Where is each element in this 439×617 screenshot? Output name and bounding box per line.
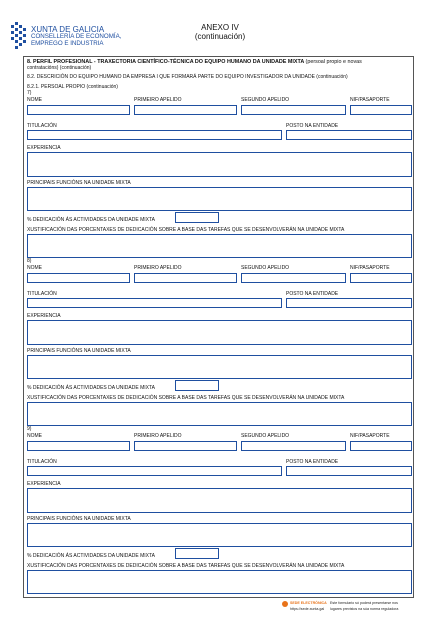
posto-field[interactable] bbox=[286, 298, 412, 308]
label-titulacion: TITULACIÓN bbox=[27, 459, 57, 465]
label-xustificacion: XUSTIFICACIÓN DAS PORCENTAXES DE DEDICACIÓN SOBRE A BASE DAS TAREFAS QUE SE DESENVOLVERÁN NA UNIDADE MIXTA bbox=[27, 563, 345, 569]
section-title: 8. PERFIL PROFESIONAL - TRAXECTORIA CIENTÍFICO-TÉCNICA DO EQUIPO HUMANO DA UNIDADE MIXTA bbox=[27, 59, 305, 65]
xustificacion-field[interactable] bbox=[27, 570, 412, 594]
section-title-suffix: (persoal propio e novas bbox=[305, 59, 362, 65]
primeiro-apelido-field[interactable] bbox=[134, 273, 237, 283]
subsection-title: 8.2.1. PERSOAL PROPIO (continuación) bbox=[27, 84, 118, 90]
nif-field[interactable] bbox=[350, 105, 412, 115]
org-line-1: XUNTA DE GALICIA bbox=[31, 25, 105, 34]
nome-field[interactable] bbox=[27, 105, 130, 115]
label-funcions: PRINCIPAIS FUNCIÓNS NA UNIDADE MIXTA bbox=[27, 516, 131, 522]
footer-brand: SEDE ELECTRÓNICA bbox=[290, 601, 327, 605]
label-segundo-apelido: SEGUNDO APELIDO bbox=[241, 97, 290, 103]
label-primeiro-apelido: PRIMEIRO APELIDO bbox=[134, 433, 182, 439]
experiencia-field[interactable] bbox=[27, 152, 412, 177]
funcions-field[interactable] bbox=[27, 187, 412, 211]
annex-heading bbox=[180, 23, 260, 41]
titulacion-field[interactable] bbox=[27, 466, 282, 476]
section-subtitle: 8.2. DESCRICIÓN DO EQUIPO HUMANO DA EMPRESA I QUE FORMARÁ PARTE DO EQUIPO INVESTIGADOR DA UNIDADE (continuación) bbox=[27, 74, 348, 80]
label-funcions: PRINCIPAIS FUNCIÓNS NA UNIDADE MIXTA bbox=[27, 348, 131, 354]
annex-title: ANEXO IV bbox=[201, 23, 239, 32]
person-block bbox=[0, 426, 439, 596]
label-experiencia: EXPERIENCIA bbox=[27, 145, 61, 151]
nome-field[interactable] bbox=[27, 441, 130, 451]
xustificacion-field[interactable] bbox=[27, 402, 412, 426]
section-title-line2: contratacións) (continuación) bbox=[27, 65, 92, 71]
label-titulacion: TITULACIÓN bbox=[27, 291, 57, 297]
label-experiencia: EXPERIENCIA bbox=[27, 481, 61, 487]
label-titulacion: TITULACIÓN bbox=[27, 123, 57, 129]
primeiro-apelido-field[interactable] bbox=[134, 105, 237, 115]
label-experiencia: EXPERIENCIA bbox=[27, 313, 61, 319]
label-funcions: PRINCIPAIS FUNCIÓNS NA UNIDADE MIXTA bbox=[27, 180, 131, 186]
label-segundo-apelido: SEGUNDO APELIDO bbox=[241, 265, 290, 271]
posto-field[interactable] bbox=[286, 466, 412, 476]
org-name bbox=[31, 25, 121, 47]
titulacion-field[interactable] bbox=[27, 298, 282, 308]
person-number: 8) bbox=[27, 258, 32, 264]
nif-field[interactable] bbox=[350, 273, 412, 283]
footer-text-1: Este formulario só poderá presentarse nos bbox=[330, 601, 398, 605]
footer-text-2: lugares previstos na súa norma reguladora bbox=[330, 607, 399, 611]
dedicacion-field[interactable] bbox=[175, 548, 219, 559]
label-nif: NIF/PASAPORTE bbox=[350, 433, 390, 439]
org-line-3: EMPREGO E INDUSTRIA bbox=[31, 39, 104, 47]
xustificacion-field[interactable] bbox=[27, 234, 412, 258]
nif-field[interactable] bbox=[350, 441, 412, 451]
label-primeiro-apelido: PRIMEIRO APELIDO bbox=[134, 97, 182, 103]
label-primeiro-apelido: PRIMEIRO APELIDO bbox=[134, 265, 182, 271]
xunta-cross-logo-icon bbox=[10, 22, 28, 50]
person-block bbox=[0, 90, 439, 260]
funcions-field[interactable] bbox=[27, 355, 412, 379]
primeiro-apelido-field[interactable] bbox=[134, 441, 237, 451]
annex-subtitle: (continuación) bbox=[194, 32, 246, 41]
label-nome: NOME bbox=[27, 265, 42, 271]
label-posto: POSTO NA ENTIDADE bbox=[286, 123, 339, 129]
segundo-apelido-field[interactable] bbox=[241, 105, 346, 115]
segundo-apelido-field[interactable] bbox=[241, 273, 346, 283]
nome-field[interactable] bbox=[27, 273, 130, 283]
label-xustificacion: XUSTIFICACIÓN DAS PORCENTAXES DE DEDICACIÓN SOBRE A BASE DAS TAREFAS QUE SE DESENVOLVERÁN NA UNIDADE MIXTA bbox=[27, 395, 345, 401]
label-segundo-apelido: SEGUNDO APELIDO bbox=[241, 433, 290, 439]
footer bbox=[282, 601, 432, 615]
person-block bbox=[0, 258, 439, 428]
label-nome: NOME bbox=[27, 433, 42, 439]
label-nome: NOME bbox=[27, 97, 42, 103]
person-number: 9) bbox=[27, 426, 32, 432]
label-dedicacion: % DEDICACIÓN ÁS ACTIVIDADES DA UNIDADE MIXTA bbox=[27, 385, 155, 391]
label-dedicacion: % DEDICACIÓN ÁS ACTIVIDADES DA UNIDADE MIXTA bbox=[27, 217, 155, 223]
label-posto: POSTO NA ENTIDADE bbox=[286, 459, 339, 465]
label-nif: NIF/PASAPORTE bbox=[350, 97, 390, 103]
label-posto: POSTO NA ENTIDADE bbox=[286, 291, 339, 297]
experiencia-field[interactable] bbox=[27, 320, 412, 345]
funcions-field[interactable] bbox=[27, 523, 412, 547]
footer-url[interactable]: https://sede.xunta.gal bbox=[290, 607, 325, 611]
label-dedicacion: % DEDICACIÓN ÁS ACTIVIDADES DA UNIDADE MIXTA bbox=[27, 553, 155, 559]
posto-field[interactable] bbox=[286, 130, 412, 140]
experiencia-field[interactable] bbox=[27, 488, 412, 513]
label-xustificacion: XUSTIFICACIÓN DAS PORCENTAXES DE DEDICACIÓN SOBRE A BASE DAS TAREFAS QUE SE DESENVOLVERÁN NA UNIDADE MIXTA bbox=[27, 227, 345, 233]
segundo-apelido-field[interactable] bbox=[241, 441, 346, 451]
titulacion-field[interactable] bbox=[27, 130, 282, 140]
person-number: 7) bbox=[27, 90, 32, 96]
sede-electronica-logo-icon bbox=[282, 601, 288, 607]
dedicacion-field[interactable] bbox=[175, 212, 219, 223]
dedicacion-field[interactable] bbox=[175, 380, 219, 391]
org-line-2: CONSELLERÍA DE ECONOMÍA, bbox=[31, 33, 122, 40]
label-nif: NIF/PASAPORTE bbox=[350, 265, 390, 271]
